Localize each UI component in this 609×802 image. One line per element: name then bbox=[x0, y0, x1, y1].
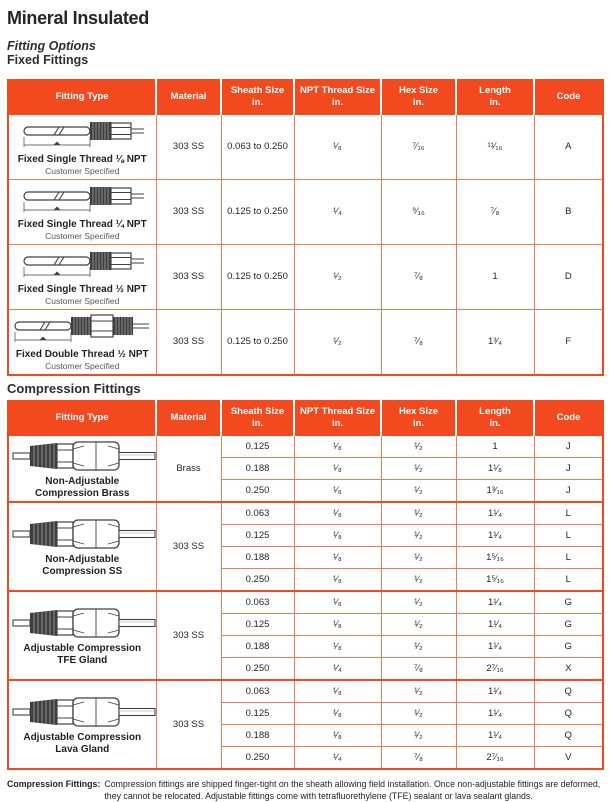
fitting-type-cell bbox=[8, 591, 156, 680]
material-cell: 303 SS bbox=[156, 179, 221, 244]
column-header-length bbox=[456, 80, 534, 114]
compression-fittings-heading: Compression Fittings bbox=[7, 380, 141, 396]
code-cell: Q bbox=[534, 680, 603, 703]
fitting-name: Adjustable Compression TFE Gland bbox=[23, 643, 142, 666]
npt-thread-size-cell: ¹⁄₈ bbox=[294, 524, 381, 546]
table-row bbox=[8, 502, 603, 525]
column-header-material bbox=[156, 80, 221, 114]
sheath-size-cell: 0.250 bbox=[221, 746, 294, 769]
npt-thread-size-cell: ¹⁄₈ bbox=[294, 568, 381, 591]
fitting-type-cell bbox=[8, 114, 156, 180]
hex-size-cell: ¹⁄₂ bbox=[381, 613, 456, 635]
hex-size-cell: ¹⁄₂ bbox=[381, 479, 456, 502]
footnote-label: Compression Fittings: bbox=[7, 778, 101, 789]
hex-size-cell: ¹⁄₂ bbox=[381, 702, 456, 724]
length-cell: 1¹⁄₄ bbox=[456, 613, 534, 635]
npt-thread-size-cell: ¹⁄₈ bbox=[294, 479, 381, 502]
column-unit-label: in. bbox=[489, 417, 501, 429]
column-header-code bbox=[534, 401, 603, 435]
sheath-size-cell: 0.188 bbox=[221, 457, 294, 479]
column-header-npt-thread-size bbox=[294, 401, 381, 435]
column-header-length bbox=[456, 401, 534, 435]
code-cell: Q bbox=[534, 702, 603, 724]
column-label: Fitting Type bbox=[55, 91, 109, 103]
fitting-note: Customer Specified bbox=[45, 296, 120, 307]
material-cell: 303 SS bbox=[156, 502, 221, 591]
length-cell: ⁷⁄₈ bbox=[456, 179, 534, 244]
column-label: Sheath Size bbox=[230, 406, 285, 418]
hex-size-cell: ¹⁄₂ bbox=[381, 568, 456, 591]
footnote-text: Compression fittings are shipped finger-tight on the sheath allowing field installation. Once non-adjustable fittings are deformed, they cannot be relocated. Adjustable fittings come with tetrafluorethylene (TFE) sealant or lava sealant glands. bbox=[104, 778, 601, 801]
code-cell: L bbox=[534, 502, 603, 525]
sheath-size-cell: 0.063 bbox=[221, 591, 294, 614]
npt-thread-size-cell: ¹⁄₈ bbox=[294, 613, 381, 635]
npt-thread-size-cell: ¹⁄₈ bbox=[294, 435, 381, 458]
material-cell: 303 SS bbox=[156, 114, 221, 180]
table-row bbox=[8, 309, 603, 375]
sheath-size-cell: 0.125 to 0.250 bbox=[221, 179, 294, 244]
length-cell: 1⁵⁄₁₆ bbox=[456, 568, 534, 591]
table-row bbox=[8, 244, 603, 309]
compression-fitting-drawing bbox=[11, 515, 154, 553]
fitting-name: Adjustable Compression Lava Gland bbox=[23, 732, 142, 755]
hex-size-cell: ¹⁄₂ bbox=[381, 591, 456, 614]
code-cell: J bbox=[534, 435, 603, 458]
hex-size-cell: ⁷⁄₈ bbox=[381, 657, 456, 680]
length-cell: 1¹⁄₄ bbox=[456, 680, 534, 703]
sheath-size-cell: 0.125 bbox=[221, 435, 294, 458]
sheath-size-cell: 0.250 bbox=[221, 657, 294, 680]
sheath-size-cell: 0.250 bbox=[221, 479, 294, 502]
fitting-options-subtitle: Fitting Options bbox=[7, 39, 96, 53]
hex-size-cell: ¹⁄₂ bbox=[381, 546, 456, 568]
hex-size-cell: ⁷⁄₈ bbox=[381, 244, 456, 309]
material-cell: Brass bbox=[156, 435, 221, 502]
code-cell: L bbox=[534, 546, 603, 568]
column-unit-label: in. bbox=[412, 96, 425, 108]
fixed-fittings-table bbox=[7, 79, 604, 376]
code-cell: A bbox=[534, 114, 603, 180]
length-cell: 2⁷⁄₁₆ bbox=[456, 657, 534, 680]
fitting-name: Fixed Double Thread ½ NPT bbox=[15, 348, 149, 360]
sheath-size-cell: 0.125 bbox=[221, 524, 294, 546]
hex-size-cell: ¹⁄₂ bbox=[381, 435, 456, 458]
fitting-name: Fixed Single Thread ¼ NPT bbox=[17, 218, 147, 230]
npt-thread-size-cell: ¹⁄₈ bbox=[294, 702, 381, 724]
npt-thread-size-cell: ¹⁄₈ bbox=[294, 724, 381, 746]
length-cell: 1⁵⁄₁₆ bbox=[456, 546, 534, 568]
fitting-type-cell bbox=[8, 309, 156, 375]
column-unit-label: in. bbox=[251, 417, 264, 429]
column-header-material bbox=[156, 401, 221, 435]
column-header-hex-size bbox=[381, 401, 456, 435]
column-header-sheath-size bbox=[221, 80, 294, 114]
compression-fitting-drawing bbox=[11, 437, 154, 475]
column-label: NPT Thread Size bbox=[300, 85, 375, 97]
fitting-type-cell bbox=[8, 179, 156, 244]
sheath-size-cell: 0.188 bbox=[221, 635, 294, 657]
length-cell: ¹¹⁄₁₆ bbox=[456, 114, 534, 180]
column-label: Code bbox=[556, 411, 581, 423]
fixed-fittings-heading: Fixed Fittings bbox=[7, 53, 89, 68]
material-cell: 303 SS bbox=[156, 680, 221, 769]
column-header-npt-thread-size bbox=[294, 80, 381, 114]
code-cell: F bbox=[534, 309, 603, 375]
code-cell: J bbox=[534, 479, 603, 502]
sheath-size-cell: 0.063 to 0.250 bbox=[221, 114, 294, 180]
page-title: Mineral Insulated bbox=[7, 8, 149, 28]
header-row bbox=[8, 80, 603, 114]
sheath-size-cell: 0.125 bbox=[221, 613, 294, 635]
fitting-group bbox=[8, 680, 603, 769]
npt-thread-size-cell: ¹⁄₈ bbox=[294, 114, 381, 180]
length-cell: 1¹⁄₄ bbox=[456, 724, 534, 746]
hex-size-cell: ⁷⁄₈ bbox=[381, 309, 456, 375]
compression-fitting-drawing bbox=[11, 693, 154, 731]
sheath-size-cell: 0.188 bbox=[221, 724, 294, 746]
hex-size-cell: ⁹⁄₁₆ bbox=[381, 179, 456, 244]
column-header-sheath-size bbox=[221, 401, 294, 435]
npt-thread-size-cell: ¹⁄₈ bbox=[294, 591, 381, 614]
npt-thread-size-cell: ¹⁄₈ bbox=[294, 680, 381, 703]
column-header-hex-size bbox=[381, 80, 456, 114]
npt-thread-size-cell: ¹⁄₈ bbox=[294, 546, 381, 568]
code-cell: L bbox=[534, 524, 603, 546]
fitting-type-cell bbox=[8, 680, 156, 769]
column-unit-label: in. bbox=[331, 96, 344, 108]
code-cell: B bbox=[534, 179, 603, 244]
hex-size-cell: ⁷⁄₁₆ bbox=[381, 114, 456, 180]
hex-size-cell: ¹⁄₂ bbox=[381, 724, 456, 746]
length-cell: 1 bbox=[456, 435, 534, 458]
fitting-name: Fixed Single Thread ½ NPT bbox=[17, 283, 147, 295]
column-header-code bbox=[534, 80, 603, 114]
sheath-size-cell: 0.188 bbox=[221, 546, 294, 568]
column-unit-label: in. bbox=[331, 417, 344, 429]
header-row bbox=[8, 401, 603, 435]
npt-thread-size-cell: ¹⁄₄ bbox=[294, 657, 381, 680]
length-cell: 1¹⁄₄ bbox=[456, 524, 534, 546]
hex-size-cell: ⁷⁄₈ bbox=[381, 746, 456, 769]
fitting-type-cell bbox=[8, 502, 156, 591]
fixed-single-thread-drawing bbox=[11, 247, 154, 283]
fitting-note: Customer Specified bbox=[45, 361, 120, 372]
npt-thread-size-cell: ¹⁄₂ bbox=[294, 309, 381, 375]
sheath-size-cell: 0.125 to 0.250 bbox=[221, 244, 294, 309]
npt-thread-size-cell: ¹⁄₈ bbox=[294, 502, 381, 525]
fitting-name: Non-Adjustable Compression SS bbox=[42, 554, 123, 577]
column-label: Length bbox=[479, 406, 511, 418]
fixed-double-thread-drawing bbox=[11, 312, 154, 348]
code-cell: V bbox=[534, 746, 603, 769]
sheath-size-cell: 0.063 bbox=[221, 680, 294, 703]
column-label: NPT Thread Size bbox=[300, 406, 375, 418]
npt-thread-size-cell: ¹⁄₈ bbox=[294, 457, 381, 479]
fitting-type-cell bbox=[8, 244, 156, 309]
material-cell: 303 SS bbox=[156, 591, 221, 680]
length-cell: 1¹⁄₄ bbox=[456, 502, 534, 525]
code-cell: G bbox=[534, 613, 603, 635]
column-label: Hex Size bbox=[398, 85, 439, 97]
length-cell: 1¹⁄₈ bbox=[456, 457, 534, 479]
column-label: Sheath Size bbox=[230, 85, 285, 97]
hex-size-cell: ¹⁄₂ bbox=[381, 635, 456, 657]
column-unit-label: in. bbox=[489, 96, 501, 108]
code-cell: G bbox=[534, 591, 603, 614]
sheath-size-cell: 0.063 bbox=[221, 502, 294, 525]
sheath-size-cell: 0.250 bbox=[221, 568, 294, 591]
column-label: Code bbox=[556, 91, 581, 103]
code-cell: J bbox=[534, 457, 603, 479]
footnote bbox=[7, 779, 602, 802]
npt-thread-size-cell: ¹⁄₄ bbox=[294, 179, 381, 244]
fixed-table-header bbox=[8, 80, 603, 114]
compression-fitting-drawing bbox=[11, 604, 154, 642]
column-label: Hex Size bbox=[398, 406, 439, 418]
length-cell: 1³⁄₄ bbox=[456, 309, 534, 375]
sheath-size-cell: 0.125 to 0.250 bbox=[221, 309, 294, 375]
compression-fittings-table bbox=[7, 400, 604, 770]
hex-size-cell: ¹⁄₂ bbox=[381, 502, 456, 525]
hex-size-cell: ¹⁄₂ bbox=[381, 457, 456, 479]
length-cell: 1¹⁄₄ bbox=[456, 702, 534, 724]
fitting-group bbox=[8, 435, 603, 502]
sheath-size-cell: 0.125 bbox=[221, 702, 294, 724]
table-row bbox=[8, 435, 603, 458]
length-cell: 2⁷⁄₁₆ bbox=[456, 746, 534, 769]
table-row bbox=[8, 680, 603, 703]
column-header-fitting-type bbox=[8, 80, 156, 114]
length-cell: 1¹⁄₄ bbox=[456, 635, 534, 657]
column-label: Fitting Type bbox=[55, 411, 109, 423]
fitting-name: Non-Adjustable Compression Brass bbox=[35, 476, 130, 499]
fitting-group bbox=[8, 502, 603, 591]
code-cell: X bbox=[534, 657, 603, 680]
column-label: Material bbox=[170, 411, 207, 423]
code-cell: L bbox=[534, 568, 603, 591]
material-cell: 303 SS bbox=[156, 309, 221, 375]
fitting-name: Fixed Single Thread ⅛ NPT bbox=[17, 153, 147, 165]
npt-thread-size-cell: ¹⁄₂ bbox=[294, 244, 381, 309]
fitting-note: Customer Specified bbox=[45, 166, 120, 177]
code-cell: G bbox=[534, 635, 603, 657]
code-cell: D bbox=[534, 244, 603, 309]
code-cell: Q bbox=[534, 724, 603, 746]
length-cell: 1³⁄₁₆ bbox=[456, 479, 534, 502]
hex-size-cell: ¹⁄₂ bbox=[381, 680, 456, 703]
column-unit-label: in. bbox=[251, 96, 264, 108]
table-row bbox=[8, 179, 603, 244]
column-label: Material bbox=[170, 91, 207, 103]
fixed-single-thread-drawing bbox=[11, 182, 154, 218]
fixed-single-thread-drawing bbox=[11, 117, 154, 153]
length-cell: 1 bbox=[456, 244, 534, 309]
column-header-fitting-type bbox=[8, 401, 156, 435]
fitting-note: Customer Specified bbox=[45, 231, 120, 242]
npt-thread-size-cell: ¹⁄₈ bbox=[294, 635, 381, 657]
column-unit-label: in. bbox=[412, 417, 425, 429]
length-cell: 1¹⁄₄ bbox=[456, 591, 534, 614]
npt-thread-size-cell: ¹⁄₄ bbox=[294, 746, 381, 769]
fitting-type-cell bbox=[8, 435, 156, 502]
hex-size-cell: ¹⁄₂ bbox=[381, 524, 456, 546]
compression-table-header bbox=[8, 401, 603, 435]
column-label: Length bbox=[479, 85, 511, 97]
fitting-group bbox=[8, 591, 603, 680]
table-row bbox=[8, 114, 603, 180]
table-row bbox=[8, 591, 603, 614]
material-cell: 303 SS bbox=[156, 244, 221, 309]
